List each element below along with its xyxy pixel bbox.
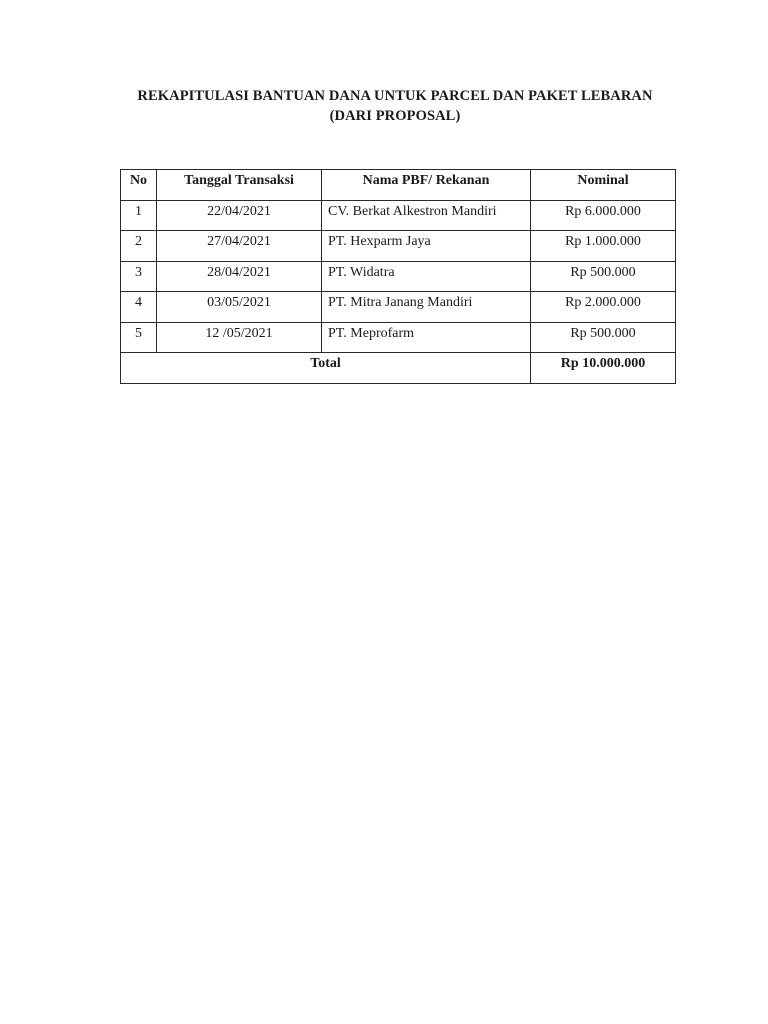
cell-nominal: Rp 1.000.000 bbox=[531, 231, 676, 262]
title-line-1: REKAPITULASI BANTUAN DANA UNTUK PARCEL DAN PAKET LEBARAN bbox=[137, 88, 653, 104]
cell-date: 03/05/2021 bbox=[157, 292, 322, 323]
cell-name: PT. Hexparm Jaya bbox=[322, 231, 531, 262]
cell-no: 1 bbox=[121, 200, 157, 231]
table-row bbox=[121, 200, 676, 231]
header-no: No bbox=[121, 170, 157, 201]
cell-name: CV. Berkat Alkestron Mandiri bbox=[322, 200, 531, 231]
cell-name: PT. Meprofarm bbox=[322, 322, 531, 353]
table-row bbox=[121, 322, 676, 353]
cell-name: PT. Widatra bbox=[322, 261, 531, 292]
title-line-2: (DARI PROPOSAL) bbox=[329, 108, 461, 124]
cell-no: 4 bbox=[121, 292, 157, 323]
header-date: Tanggal Transaksi bbox=[157, 170, 322, 201]
cell-date: 12 /05/2021 bbox=[157, 322, 322, 353]
cell-no: 2 bbox=[121, 231, 157, 262]
cell-no: 3 bbox=[121, 261, 157, 292]
cell-nominal: Rp 2.000.000 bbox=[531, 292, 676, 323]
cell-nominal: Rp 6.000.000 bbox=[531, 200, 676, 231]
cell-date: 22/04/2021 bbox=[157, 200, 322, 231]
cell-no: 5 bbox=[121, 322, 157, 353]
table-row bbox=[121, 292, 676, 323]
cell-date: 28/04/2021 bbox=[157, 261, 322, 292]
total-row bbox=[121, 353, 676, 384]
cell-nominal: Rp 500.000 bbox=[531, 261, 676, 292]
cell-date: 27/04/2021 bbox=[157, 231, 322, 262]
table-row bbox=[121, 231, 676, 262]
cell-name: PT. Mitra Janang Mandiri bbox=[322, 292, 531, 323]
table-row bbox=[121, 261, 676, 292]
table-header-row bbox=[121, 170, 676, 201]
recap-table bbox=[120, 169, 676, 384]
header-nominal: Nominal bbox=[531, 170, 676, 201]
document-title bbox=[0, 86, 768, 126]
total-value: Rp 10.000.000 bbox=[531, 353, 676, 384]
cell-nominal: Rp 500.000 bbox=[531, 322, 676, 353]
total-label: Total bbox=[121, 353, 531, 384]
header-name: Nama PBF/ Rekanan bbox=[322, 170, 531, 201]
